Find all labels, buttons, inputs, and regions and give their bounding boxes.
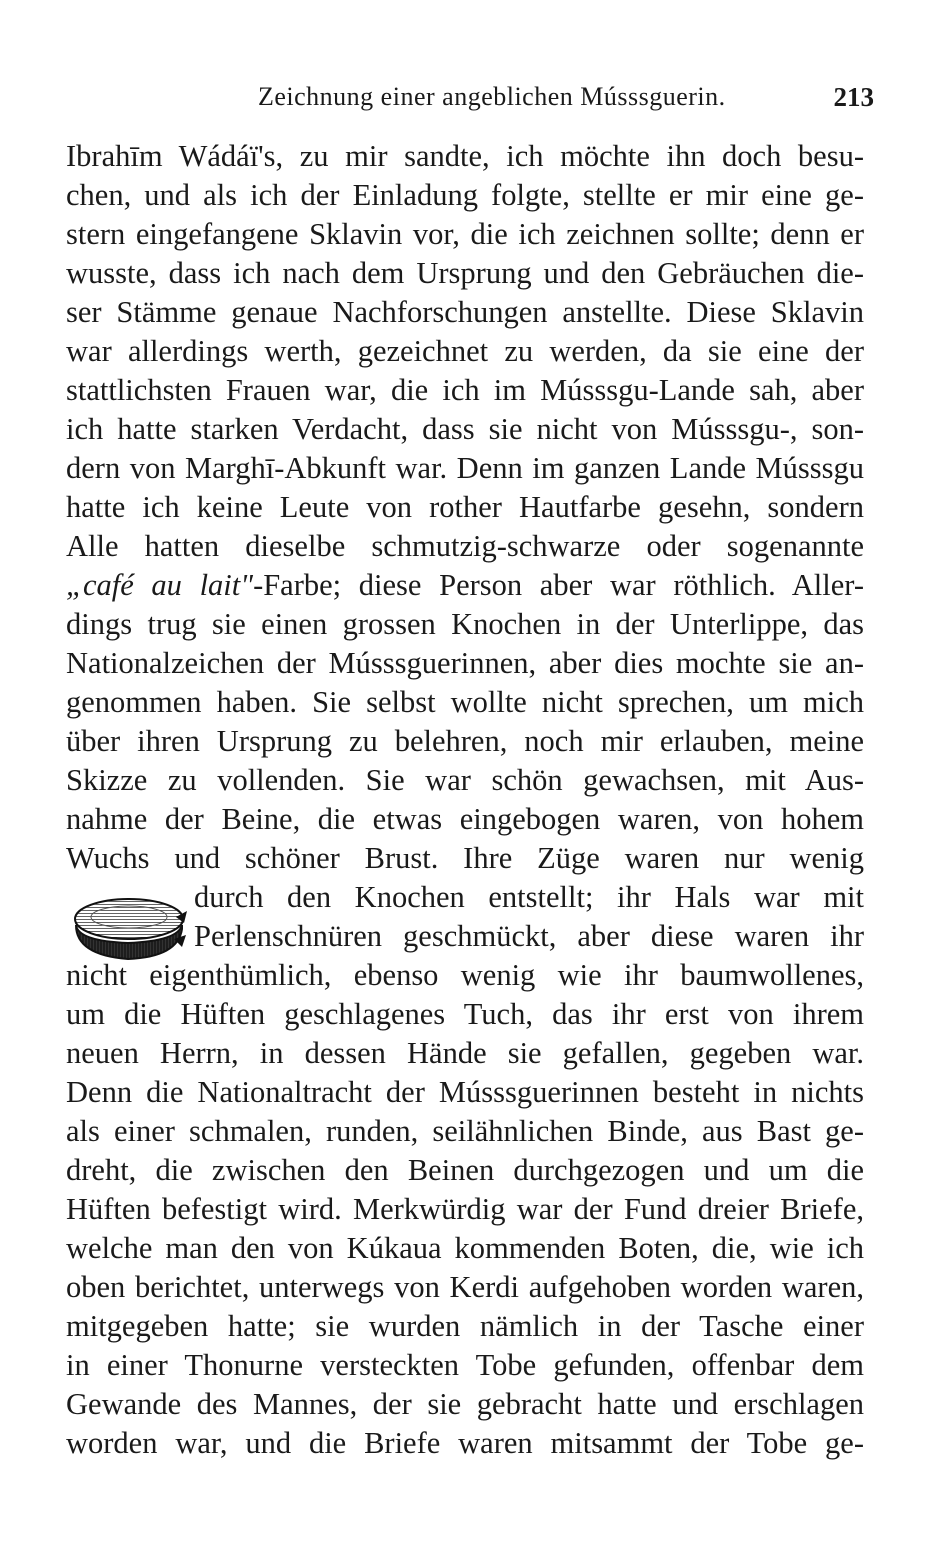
text-line: ich hatte starken Verdacht, dass sie nicht von Músssgu-, son- xyxy=(66,412,864,446)
text-line: dings trug sie einen grossen Knochen in der Unterlippe, das xyxy=(66,607,864,641)
text-line: durch den Knochen entstellt; ihr Hals war mit xyxy=(194,880,864,914)
text-line-italic xyxy=(66,566,864,605)
text-line: Wuchs und schöner Brust. Ihre Züge waren nur wenig xyxy=(66,841,864,875)
text-line: welche man den von Kúkaua kommenden Boten, die, wie ich xyxy=(66,1231,864,1265)
text-line: chen, und als ich der Einladung folgte, stellte er mir eine ge- xyxy=(66,178,864,212)
text-line: nahme der Beine, die etwas eingebogen waren, von hohem xyxy=(66,802,864,836)
text-line: worden war, und die Briefe waren mitsammt der Tobe ge- xyxy=(66,1426,864,1460)
text-line: war allerdings werth, gezeichnet zu werden, da sie eine der xyxy=(66,334,864,368)
text-line: Ibrahīm Wádáï's, zu mir sandte, ich möchte ihn doch besu- xyxy=(66,139,864,173)
text-line: stattlichsten Frauen war, die ich im Músssgu-Lande sah, aber xyxy=(66,373,864,407)
text-line: dern von Marghī-Abkunft war. Denn im ganzen Lande Músssgu xyxy=(66,451,864,485)
text-line: Perlenschnüren geschmückt, aber diese waren ihr xyxy=(194,919,864,953)
text-line: oben berichtet, unterwegs von Kerdi aufgehoben worden waren, xyxy=(66,1270,864,1304)
text-line: ser Stämme genaue Nachforschungen anstellte. Diese Sklavin xyxy=(66,295,864,329)
text-line: neuen Herrn, in dessen Hände sie gefallen, gegeben war. xyxy=(66,1036,864,1070)
page-number: 213 xyxy=(833,82,874,112)
text-line: Nationalzeichen der Músssguerinnen, aber dies mochte sie an- xyxy=(66,646,864,680)
text-line: mitgegeben hatte; sie wurden nämlich in der Tasche einer xyxy=(66,1309,864,1343)
text-line: über ihren Ursprung zu belehren, noch mir erlauben, meine xyxy=(66,724,864,758)
text-line: um die Hüften geschlagenes Tuch, das ihr erst von ihrem xyxy=(66,997,864,1031)
running-title: Zeichnung einer angeblichen Músssguerin. xyxy=(258,82,726,111)
text-line: Alle hatten dieselbe schmutzig-schwarze oder sogenannte xyxy=(66,529,864,563)
italic-phrase: „café au lait" xyxy=(66,568,254,602)
text-line: Hüften befestigt wird. Merkwürdig war der Fund dreier Briefe, xyxy=(66,1192,864,1226)
text-line: hatte ich keine Leute von rother Hautfarbe gesehn, sondern xyxy=(66,490,864,524)
text-line: nicht eigenthümlich, ebenso wenig wie ihr baumwollenes, xyxy=(66,958,864,992)
italic-line-rest: -Farbe; diese Person aber war röthlich. Aller- xyxy=(253,568,864,602)
text-line: Gewande des Mannes, der sie gebracht hatte und erschlagen xyxy=(66,1387,864,1421)
text-line: genommen haben. Sie selbst wollte nicht sprechen, um mich xyxy=(66,685,864,719)
text-line: Denn die Nationaltracht der Músssguerinnen besteht in nichts xyxy=(66,1075,864,1109)
text-line: stern eingefangene Sklavin vor, die ich zeichnen sollte; denn er xyxy=(66,217,864,251)
text-line: als einer schmalen, runden, seilähnlichen Binde, aus Bast ge- xyxy=(66,1114,864,1148)
text-line: dreht, die zwischen den Beinen durchgezogen und um die xyxy=(66,1153,864,1187)
running-head xyxy=(0,82,930,122)
text-line: in einer Thonurne versteckten Tobe gefunden, offenbar dem xyxy=(66,1348,864,1382)
text-line: Skizze zu vollenden. Sie war schön gewachsen, mit Aus- xyxy=(66,763,864,797)
text-line: wusste, dass ich nach dem Ursprung und den Gebräuchen die- xyxy=(66,256,864,290)
